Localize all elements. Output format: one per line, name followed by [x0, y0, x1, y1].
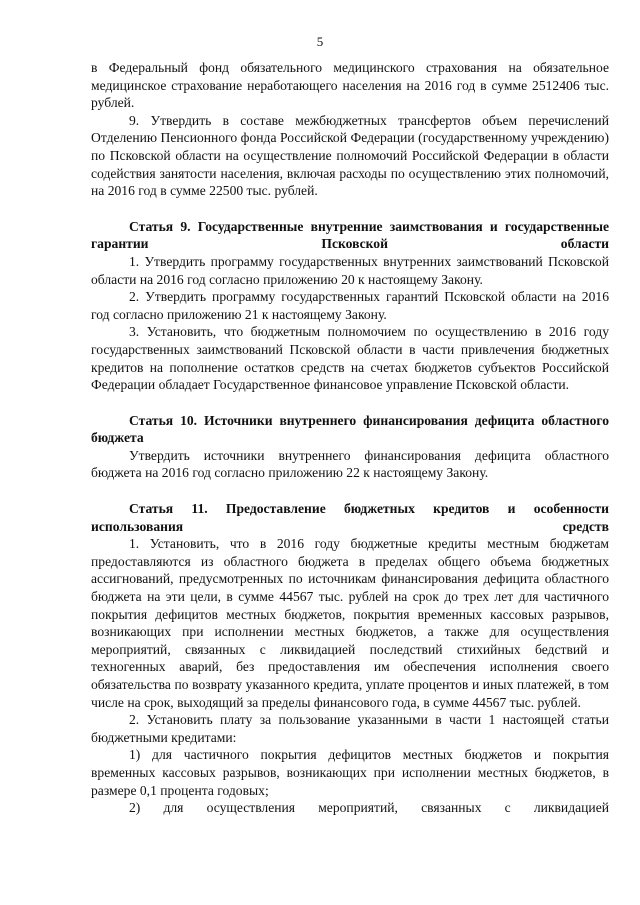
section-gap	[91, 200, 609, 218]
paragraph: 1. Утвердить программу государственных внутренних заимствований Псковской области на 2016 год согласно приложению 20 к настоящему Закону.	[91, 253, 609, 287]
document-body	[91, 59, 609, 817]
article-heading: Статья 11. Предоставление бюджетных кредитов и особенности использования средств	[91, 501, 609, 534]
paragraph: 9. Утвердить в составе межбюджетных трансфертов объем перечислений Отделению Пенсионного фонда Российской Федерации (государственному учреждению) по Псковской области на осуществление полномочий Российской Федерации в области содействия занятости населения, включая расходы по осуществлению этих полномочий, на 2016 год в сумме 22500 тыс. рублей.	[91, 112, 609, 199]
article-heading: Статья 10. Источники внутреннего финансирования дефицита областного бюджета	[91, 412, 609, 446]
article-heading: Статья 9. Государственные внутренние заимствования и государственные гарантии Псковской области	[91, 218, 609, 252]
paragraph: 1) для частичного покрытия дефицитов местных бюджетов и покрытия временных кассовых разрывов, возникающих при исполнении местных бюджетов, в размере 0,1 процента годовых;	[91, 747, 609, 798]
paragraph: в Федеральный фонд обязательного медицинского страхования на обязательное медицинское страхование неработающего населения на 2016 год в сумме 2512406 тыс. рублей.	[91, 60, 609, 111]
page-number: 5	[316, 34, 324, 49]
paragraph: Утвердить источники внутреннего финансирования дефицита областного бюджета на 2016 год согласно приложению 22 к настоящему Закону.	[91, 447, 609, 481]
paragraph: 2. Утвердить программу государственных гарантий Псковской области на 2016 год согласно приложению 21 к настоящему Закону.	[91, 289, 609, 322]
paragraph: 1. Установить, что в 2016 году бюджетные кредиты местным бюджетам предоставляются из областного бюджета в пределах общего объема бюджетных ассигнований, предусмотренных по источникам финансирования дефицита областного бюджета на эти цели, в сумме 44567 тыс. рублей на срок до трех лет для частичного покрытия дефицитов местных бюджетов, покрытия временных кассовых разрывов, возникающих при исполнении местных бюджетов, а также для осуществления мероприятий, связанных с ликвидацией последствий стихийных бедствий и техногенных аварий, без предоставления им обеспечения исполнения своего обязательства по возврату указанного кредита, уплате процентов и иных платежей, в том числе на срок, выходящий за пределы финансового года, в сумме 44567 тыс. рублей.	[91, 536, 609, 710]
paragraph: 3. Установить, что бюджетным полномочием по осуществлению в 2016 году государственных заимствований Псковской области в части привлечения бюджетных кредитов на пополнение остатков средств на счетах бюджетов субъектов Российской Федерации обладает Государственное финансовое управление Псковской области.	[91, 324, 609, 393]
paragraph: 2. Установить плату за пользование указанными в части 1 настоящей статьи бюджетными кредитами:	[91, 712, 609, 745]
section-gap	[91, 394, 609, 412]
paragraph: 2) для осуществления мероприятий, связанных с ликвидацией	[129, 800, 609, 816]
section-gap	[91, 482, 609, 500]
